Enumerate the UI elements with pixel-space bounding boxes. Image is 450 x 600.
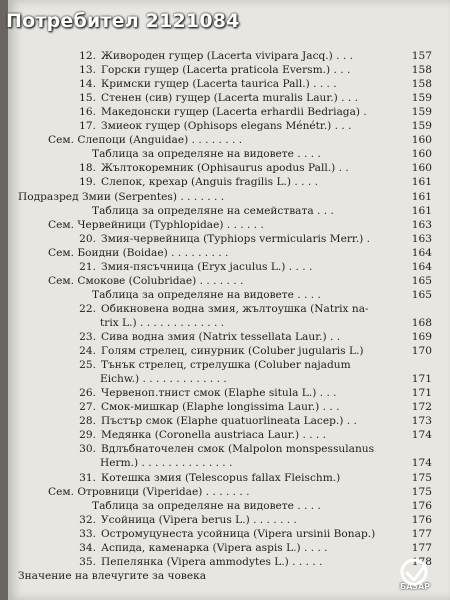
toc-entry-number: 26.	[79, 387, 96, 400]
toc-page-number: 165	[411, 274, 432, 287]
toc-entry-title: Котешка змия (Telescopus fallax Fleischm.)	[101, 471, 341, 484]
book-page	[8, 0, 450, 600]
toc-page-number: 174	[411, 457, 432, 470]
toc-entry-title: Herm.) . . . . . . . . . . . . . .	[100, 457, 233, 470]
toc-entry-title: Сива водна змия (Natrix tessellata Laur.) . .	[101, 331, 341, 343]
bazar-logo-icon	[386, 556, 442, 592]
toc-entry-title: Македонски гущер (Lacerta erhardii Bedriaga) .	[101, 106, 367, 119]
toc-page-number: 175	[411, 471, 432, 484]
toc-entry-title: Тънък стрелец, стрелушка (Coluber najadum	[101, 359, 351, 372]
toc-page-number: 171	[411, 387, 432, 400]
toc-page-number: 160	[411, 162, 432, 175]
toc-page-number: 178	[411, 555, 432, 568]
toc-entry-number: 25.	[79, 359, 96, 372]
toc-entry-number: 33.	[79, 527, 96, 540]
toc-entry-title: Остромуцунеста усойница (Vipera ursinii Bonap.)	[101, 527, 376, 540]
toc-entry-number: 27.	[79, 401, 96, 414]
toc-entry-number: 24.	[79, 345, 96, 358]
toc-entry-title: Eichw.) . . . . . . . . . . . . .	[100, 373, 227, 386]
toc-entry-number: 29.	[79, 429, 96, 442]
toc-entry-title: Голям стрелец, синурник (Coluber jugularis L.)	[101, 345, 364, 358]
toc-page-number: 173	[411, 415, 432, 428]
toc-entry-title: trix L.) . . . . . . . . . . . . .	[100, 316, 225, 329]
toc-entry-title: Горски гущер (Lacerta praticola Eversm.) . . .	[101, 64, 351, 77]
toc-entry-number: 30.	[79, 443, 96, 456]
toc-page-number: 160	[411, 148, 432, 161]
toc-entry-title: Змия-червейница (Typhiops vermicularis Merr.) .	[101, 232, 371, 245]
toc-entry-title: Змия-пясъчница (Eryx jaculus L.) . . . .	[101, 260, 313, 273]
toc-entry-title: Пъстър смок (Elaphe quatuorlineata Lacep.) . .	[101, 415, 357, 428]
toc-page-number: 159	[411, 120, 432, 133]
toc-page-number: 177	[411, 527, 432, 540]
toc-page-number: 177	[411, 541, 432, 554]
toc-entry-title: Медянка (Coronella austriaca Laur.) . . . .	[101, 429, 327, 442]
toc-entry	[18, 568, 206, 584]
toc-entry-number: 28.	[79, 415, 96, 428]
toc-page-number: 157	[411, 50, 432, 62]
toc-page-number: 172	[411, 401, 432, 414]
toc-page-number: 174	[411, 429, 432, 442]
toc-entry-number: 21.	[79, 260, 96, 273]
toc-entry-title: Змиеок гущер (Ophisops elegans Ménétr.) . . .	[101, 120, 352, 133]
toc-entry-number: 12.	[79, 50, 96, 62]
toc-page-number: 176	[411, 513, 432, 526]
toc-entry-number: 13.	[79, 64, 96, 77]
toc-page-number: 159	[411, 106, 432, 119]
toc-entry-number: 22.	[79, 302, 96, 315]
toc-entry-title: Сем. Червейници (Typhlopidae) . . . . . .	[48, 218, 264, 231]
toc-entry-title: Сем. Смокове (Colubridae) . . . . . . .	[48, 274, 244, 287]
toc-entry-title: Обикновена водна змия, жълтоушка (Natrix na-	[101, 302, 369, 315]
toc-page-number: 176	[411, 499, 432, 512]
toc-entry-number: 15.	[79, 92, 96, 105]
toc-entry-number: 35.	[79, 555, 96, 568]
toc-page-number: 165	[411, 288, 432, 301]
toc-entry-number: 20.	[79, 232, 96, 245]
toc-entry-number: 19.	[79, 176, 96, 189]
toc-entry-title: Жълтокоремник (Ophisaurus apodus Pall.) . .	[101, 162, 349, 175]
toc-entry-title: Червеноп.тнист смок (Elaphe situla L.) . . .	[101, 387, 337, 400]
toc-page-number: 164	[411, 260, 432, 273]
toc-page-number: 171	[411, 373, 432, 386]
toc-page-number: 161	[411, 190, 432, 203]
toc-entry-title: Слепок, крехар (Anguis fragilis L.) . . . .	[101, 176, 318, 189]
toc-page-number: 164	[411, 246, 432, 259]
toc-entry-title: Сем. Отровници (Viperidae) . . . . . . .	[48, 485, 250, 498]
toc-entry-number: 34.	[79, 541, 96, 554]
toc-entry-number: 32.	[79, 513, 96, 526]
toc-entry-title: Стенен (сив) гущер (Lacerta muralis Laur.) . . .	[101, 92, 358, 105]
toc-page-number: 161	[411, 204, 432, 217]
toc-page-number: 163	[411, 218, 432, 231]
toc-entry-title: Таблица за определяне на видовете . . . .	[92, 148, 321, 161]
toc-page-number: 169	[411, 331, 432, 343]
toc-entry-title: Пепелянка (Vipera ammodytes L.) . . . . .	[101, 555, 323, 568]
toc-entry-title: Сем. Боидни (Boidae) . . . . . . . . .	[48, 246, 229, 259]
toc-page-number: 159	[411, 92, 432, 105]
toc-page-number: 161	[411, 176, 432, 189]
watermark-username: Потребител 2121084	[6, 10, 240, 32]
toc-entry-title: Подразред Змии (Serpentes) . . . . . . .	[18, 190, 225, 203]
toc-page-number: 163	[411, 232, 432, 245]
toc-entry-title: Таблица за определяне на видовете . . . .	[92, 499, 321, 512]
toc-entry-title: Живороден гущер (Lacerta vivipara Jacq.) . . .	[101, 50, 353, 62]
toc-entry-number: 16.	[79, 106, 96, 119]
toc-entry-number: 23.	[79, 331, 96, 343]
toc-entry-title: Таблица за определяне на видовете . . . .	[92, 288, 321, 301]
toc-entry-number: 31.	[79, 471, 96, 484]
toc-entry-title: Аспида, каменарка (Vipera aspis L.) . . . .	[101, 541, 328, 554]
toc-page-number: 158	[411, 78, 432, 91]
bazar-logo-text: БАЗАР	[400, 582, 431, 591]
toc-entry-title: Кримски гущер (Lacerta taurica Pall.) . . . .	[101, 78, 337, 91]
toc-entry-title: Значение на влечугите за човека	[18, 569, 207, 582]
toc-entry-title: Смок-мишкар (Elaphe longissima Laur.) . . .	[101, 401, 340, 414]
toc-entry-title: Сем. Слепоци (Anguidae) . . . . . . . .	[48, 134, 243, 147]
toc-page-number: 160	[411, 134, 432, 147]
toc-page-number: 158	[411, 64, 432, 77]
toc-entry-title: Вдлъбнаточелен смок (Malpolon monspessulanus	[101, 443, 375, 456]
toc-entry-title: Усойница (Vipera berus L.) . . . . . . .	[101, 513, 297, 526]
toc-entry-number: 18.	[79, 162, 96, 175]
toc-entry-number: 17.	[79, 120, 96, 133]
toc-entry-number: 14.	[79, 78, 96, 91]
toc-entry-title: Таблица за определяне на семействата . . .	[92, 204, 334, 217]
toc-page-number: 168	[411, 316, 432, 329]
toc-page-number: 170	[411, 345, 432, 358]
toc-page-number: 175	[411, 485, 432, 498]
